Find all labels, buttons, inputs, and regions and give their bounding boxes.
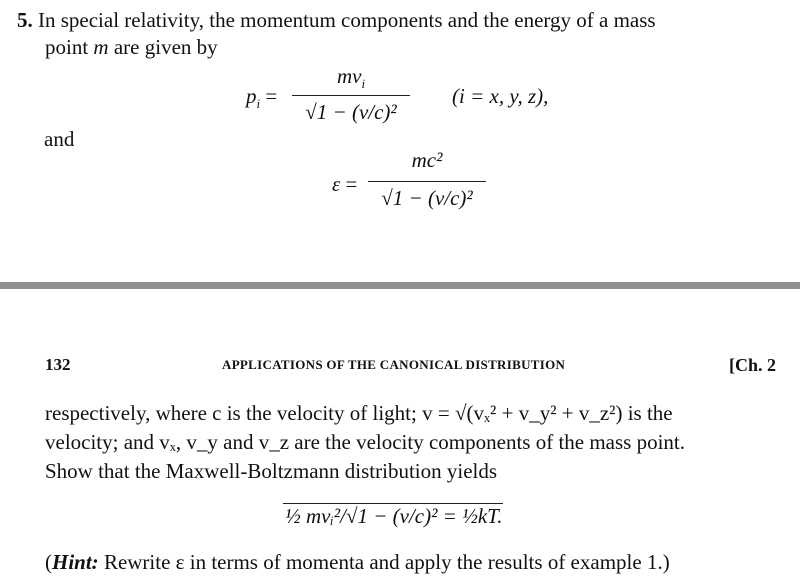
eq1-lhs-sub: i bbox=[256, 96, 261, 112]
eq1-condition: (i = x, y, z), bbox=[452, 84, 549, 108]
hint-text: Rewrite ε in terms of momenta and apply the results of example 1.) bbox=[98, 550, 670, 574]
eq1-fraction bbox=[292, 64, 410, 134]
page-number: 132 bbox=[45, 355, 71, 374]
result-equation-text: ½ mvᵢ²/√1 − (v/c)² = ½kT. bbox=[285, 504, 503, 528]
eq1-lhs-symbol: p bbox=[246, 84, 257, 108]
eq2-equals: = bbox=[345, 172, 358, 196]
lower-page-fragment bbox=[0, 289, 800, 581]
eq2-lhs bbox=[332, 171, 357, 197]
eq2-denominator: √1 − (v/c)² bbox=[381, 186, 473, 210]
eq1-numerator-text: mv bbox=[336, 64, 362, 88]
eq2-fraction bbox=[368, 148, 486, 220]
problem-number: 5. bbox=[17, 8, 33, 32]
continuation-line-3: Show that the Maxwell-Boltzmann distribution yields bbox=[45, 459, 498, 483]
problem-line-2-post: are given by bbox=[108, 35, 218, 59]
page-separator bbox=[0, 282, 800, 289]
hint-label: Hint: bbox=[52, 550, 99, 574]
eq1-numerator-sub: i bbox=[361, 76, 366, 92]
eq1-equals: = bbox=[265, 84, 278, 108]
eq1-fraction-bar bbox=[292, 95, 410, 96]
continuation-line-1: respectively, where c is the velocity of light; v = √(vₓ² + v_y² + v_z²) is the bbox=[45, 401, 673, 425]
continuation-line-2: velocity; and vₓ, v_y and v_z are the velocity components of the mass point. bbox=[45, 430, 686, 454]
running-header bbox=[0, 355, 800, 379]
eq1-denominator: √1 − (v/c)² bbox=[305, 100, 397, 124]
eq2-numerator: mc² bbox=[411, 148, 443, 172]
mass-symbol: m bbox=[93, 35, 109, 59]
eq1-numerator bbox=[292, 64, 410, 92]
eq1-lhs bbox=[246, 83, 278, 112]
chapter-marker: [Ch. 2 bbox=[729, 355, 777, 375]
eq2-fraction-bar bbox=[368, 181, 486, 182]
problem-line-1 bbox=[17, 7, 656, 33]
problem-line-2-pre: point bbox=[45, 35, 94, 59]
hint-line bbox=[45, 549, 670, 575]
running-title: APPLICATIONS OF THE CANONICAL DISTRIBUTION bbox=[222, 357, 566, 372]
problem-text-1: In special relativity, the momentum components and the energy of a mass bbox=[38, 8, 656, 32]
problem-line-2 bbox=[45, 34, 218, 60]
hint-open-paren: ( bbox=[45, 550, 52, 574]
upper-page-fragment bbox=[0, 0, 800, 282]
eq2-lhs-symbol: ε bbox=[332, 172, 341, 196]
and-word: and bbox=[44, 127, 75, 151]
result-equation bbox=[283, 503, 503, 529]
